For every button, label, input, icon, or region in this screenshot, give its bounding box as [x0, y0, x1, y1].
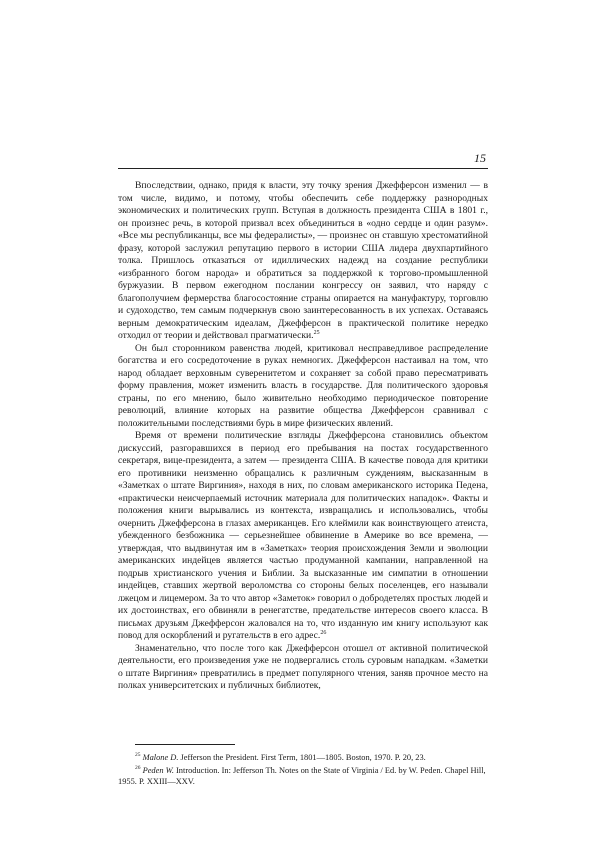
paragraph-3 [118, 430, 488, 643]
footnote-25 [118, 750, 488, 763]
footnote-ref-25: 25 [313, 329, 320, 336]
page-number: 15 [474, 151, 486, 165]
footnote-26-text: Introduction. In: Jefferson Th. Notes on the State of Virginia / Ed. by W. Peden. Chapel Hill, 1955. P. XXIII—XXV. [118, 766, 486, 786]
footnotes [118, 750, 488, 787]
footnote-ref-26: 26 [320, 629, 327, 636]
footnote-25-text: Jefferson the President. First Term, 1801—1805. Boston, 1970. P. 20, 23. [180, 752, 426, 762]
footnote-25-author: Malone D. [142, 752, 179, 762]
paragraph-3-text: Время от времени политические взгляды Джефферсона становились объектом дискуссий, разгоравшихся в период его пребывания на постах государственного секретаря, вице-президента, а затем — президента США. В качестве повода для критики его противники неизменно обращались к различным суждениям, высказанным в «Заметках о штате Виргиния», находя в них, по словам американского историка Педена, «практически неисчерпаемый источник материала для политических нападок». Факты и положения книги вырывались из контекста, извращались и использовались, чтобы очернить Джефферсона в глазах американцев. Его клеймили как воинствующего атеиста, убежденного безбожника — серьезнейшее обвинение в Америке во все времена, — утверждая, что выдвинутая им в «Заметках» теория происхождения Земли и эволюции американских индейцев является частью продуманной кампании, направленной на подрыв христианского учения и Библии. За высказанные им симпатии в отношении индейцев, ставших жертвой вероломства со стороны белых поселенцев, его называли лжецом и лицемером. За то что автор «Заметок» говорил о добродетелях простых людей и их достоинствах, его обвиняли в ренегатстве, предательстве интересов своего класса. В письмах друзьям Джефферсон жаловался на то, что изданную им книгу используют как повод для оскорблений и ругательств в его адрес. [118, 430, 488, 641]
paragraph-2 [118, 343, 488, 431]
footnote-26-number: 26 [135, 765, 141, 772]
footnote-25-number: 25 [135, 752, 141, 758]
paragraph-2-text: Он был сторонником равенства людей, критиковал несправедливое распределение богатства и его сосредоточение в руках немногих. Джефферсон настаивал на том, что народ обладает верховным суверенитетом и сохраняет за собой право пересматривать форму правления, может изменить власть в государстве. Для политического здоровья страны, по его мнению, было живительно необходимо периодическое повторение революций, влияние которых на развитие общества Джефферсон сравнивал с положительными последствиями бурь в мире физических явлений. [118, 342, 488, 429]
footnote-rule [135, 744, 235, 745]
footnote-26 [118, 763, 488, 787]
paragraph-1 [118, 180, 488, 343]
header-rule [118, 168, 488, 169]
body-text [118, 180, 488, 693]
footnote-26-author: Peden W. [142, 766, 174, 776]
paragraph-4 [118, 643, 488, 693]
paragraph-4-text: Знаменательно, что после того как Джефферсон отошел от активной политической деятельности, его произведения уже не подвергались столь суровым нападкам. «Заметки о штате Виргиния» превратились в предмет популярного чтения, заняв прочное место на полках университетских и публичных библиотек, [118, 642, 488, 691]
paragraph-1-text: Впоследствии, однако, придя к власти, эту точку зрения Джефферсон изменил — в том числе, видимо, и потому, чтобы обеспечить себе поддержку разнородных экономических и политических групп. Вступая в должность президента США в 1801 г., он произнес речь, в которой призвал всех объединиться в «одно сердце и один разум». «Все мы республиканцы, все мы федералисты», — произнес он ставшую хрестоматийной фразу, которой заслужил репутацию первого в истории США лидера двухпартийного толка. Пришлось отказаться от идиллических надежд на создание республики «избранного богом народа» и обратиться за поддержкой к торгово-промышленной буржуазии. В первом ежегодном послании конгрессу он заявил, что наряду с благополучием фермерства благосостояние страны опирается на мануфактуру, торговлю и судоходство, тем самым подчеркнув свою заинтересованность в их успехах. Оставаясь верным демократическим идеалам, Джефферсон в практической политике нередко отходил от теории и действовал прагматически. [118, 180, 488, 341]
